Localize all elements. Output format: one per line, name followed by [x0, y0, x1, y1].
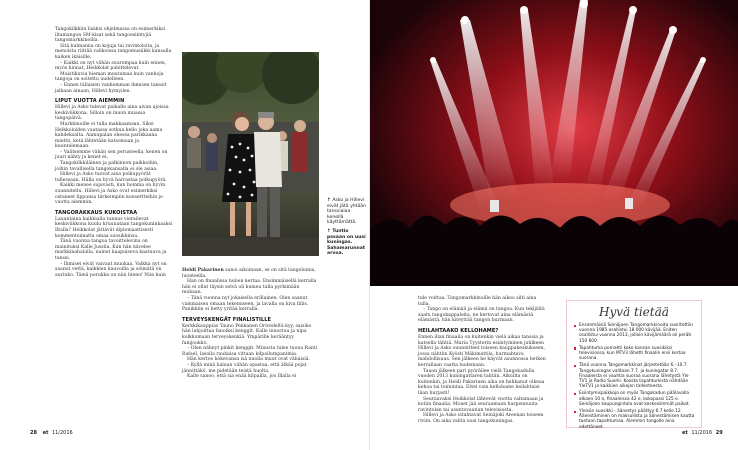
- page-number: 28: [30, 430, 37, 436]
- paragraph: Hillevi ja Asko tuovat aina polkupyörät tullessaan. Hiilla on hyvä harrastaa polkupyörä.: [55, 172, 167, 183]
- dancing-couple-photo: [182, 52, 319, 256]
- paragraph: Han on finaalissa toinen kertaa. Ensimmäisellä kerralla hän ei ollut täysin selvä oli kumea tulla pyrkimään mukaan.: [182, 279, 317, 296]
- paragraph: Kalle sanoo, että sia enää kilpailla, jos Illalla ei: [187, 374, 297, 380]
- fact-item: Tapahtuma pornahti koko kansan suosikiksi televisiossa, kun MTV3 lähetti finaalin ensi kertaa suorana.: [574, 346, 696, 362]
- dancing-couple-illustration: [182, 52, 319, 256]
- paragraph: Hän kertoo kokevansa isä nuolla muut ovat vähäisiä.: [187, 357, 310, 363]
- person-name: Heidi Pakarinen: [182, 268, 224, 273]
- concert-stage-illustration: [370, 0, 738, 286]
- paragraph: – Ihmiset eivät vaivaat muukaa. Valkka nyt on saanut vettä, kaikkien kauvoilla ja söimätä on aurinko. Tämä porukka on niin hieno! Niin kuin: [55, 261, 167, 278]
- paragraph: – Olen nähnyt pinkit kenggit. Minusta tulee tuona Ranti Rafael, lasolla rauhaisa vittaan kilpailumpanimia.: [182, 346, 318, 357]
- fact-item: Ensimmäisiä Seinäjoen Tangomarkkinoita suoritettiin vuonna 1985 osallistui 18 000 kävijää. Eniten osallistui vuonna 2013, jolloin kävijämäärä oli peräti 150 600.: [574, 323, 696, 344]
- paragraph: Seuraavaksi Heikkolat lähtevät vuotta valtamaan ja kotiin finaalia. Monet jää seuraamaan harpennuuta ravintolan tai asuntovaunun televisiosta.: [418, 396, 544, 413]
- paragraph: tule voittaa. Tangomarkkinoille hän aikoo silti aina tulla.: [418, 296, 537, 307]
- subheading: TANGORAKKAUS KUKOISTAA: [55, 209, 138, 216]
- magazine-name: et: [42, 430, 49, 436]
- page-number: 29: [715, 430, 723, 436]
- left-column-2: [182, 268, 319, 380]
- right-folio: [680, 430, 725, 436]
- paragraph: – Ennen tällaisen vanhemman ihmisen tanssit jalkaan ainaan, Hillevi hymyilee.: [55, 82, 167, 94]
- fact-item: Yleisön suosikki - äänestys päättyy 6.7 kello 12. Äänestäminen on maksullista ja äänestämisen kautta tuetaan tapahtumaa. Aiemmin tangolle aina edettäneet.: [574, 409, 696, 430]
- paragraph: Tangokilkkiläinen ja palkinnon paikkoihin, joihin tavallisella tangokansalla ei ole asiaa.: [55, 161, 159, 172]
- photo-caption: [327, 198, 367, 260]
- paragraph: – Kaikki on nyt vähän suurempaa kuin ennen, myös hinnat, Heikkolat pahittelevat.: [55, 60, 167, 72]
- paragraph: Markkinoille ei tulla makkaamaan. Siksi Heikkoloiden vaatassa sotkua kello joka aamu kahdeksalta. Aamupalan ohessa parikkaana miettii, ketä lähtetään katsomaan ja kuuntelemaan.: [55, 121, 163, 150]
- issue-number: 11/2016: [51, 430, 73, 436]
- paragraph: Muistikuvia hieman muutamaa kuin vanhoja tangoja on soitettu uudelleen.: [55, 71, 164, 83]
- paragraph: – Valitsemme vähän sen perusteella, kenen on juuri nähty ja kenet ei.: [55, 149, 168, 161]
- facts-list: [574, 323, 696, 432]
- paragraph: – Tänä vuonna nyt jokaisella erillainen. Olen saanut vammaisen omaan tekemiseen, ja lavalla on kiva fiilis. Panikkiin ei hetty yritää kerralla.: [182, 295, 309, 313]
- right-column-1: [418, 296, 548, 424]
- caption-text: Tuntio pssaan on uusi kuningas. Sahamarunnat arvoa.: [327, 228, 366, 257]
- paragraph: Sitä kulmanna on kojuja tai ravintoloita, ja menoista riittää valikoissa tangomusiikki kansalla kaiken ikäisille.: [55, 43, 172, 60]
- paragraph: Hillevi ja Asko istahtavat Seinäjoki Areenan toiseen riviin. On aika valita uusi tangokuningas.: [418, 413, 544, 424]
- paragraph-text: sanoi aikoinaan, se on sitä tangolumia, luonteella.: [182, 268, 316, 279]
- caption-arrow: ↑: [327, 198, 331, 203]
- paragraph: Tänä vuonna tangoa tavoittelevina on mainituksi Kalle Jussila. Kun hän kävelee markkinahalulla, nainet kaapuiseva kaatuuva ja tanssi.: [55, 239, 167, 261]
- paragraph: Kaikki menee sujuvasti, kun homma on hyvin suunniteltu. Hillevi ja Asko ovat esimerkiksi ostaneet lippunsa tärkeimpiin konsertteihin jo vuotta aiemmin.: [55, 183, 166, 206]
- caption-arrow: ↑: [327, 228, 331, 234]
- paragraph: Kerkkikauppias Tauno Pekkanen Orivedeltä kyy, saisiko hän lahjoittaa fanoiksi kenggit. Kalle innostuu ja nipa kolkkomaan terveyskenkiä. Ympärille kerääntyy fanijoukko.: [182, 323, 312, 346]
- issue-number: 11/2016: [691, 430, 713, 436]
- facts-title: Hyvä tietää: [599, 305, 669, 319]
- paragraph: Tauon jälkeen pari pyöräilee vielä Tangokadulla vuoden 2013 kuningattaren tahtiin. Alkuilta on kuitenkin, ja Heidi Pakarinen aika on hehkanut oikeaa kehoa tai toimintaa. Ettei vain kellohame heilahtaisi liian hurjasti!: [418, 368, 545, 396]
- subheading: LIPUT VUOTTA AIEMMIN: [55, 98, 125, 105]
- paragraph: Lauantaina kaikkialla tunnus vierailevat keskiviikkona kuulu kruunataan tangokuninkaaksi Iltalla? Heikkolat jättävät diplomaattisesti kommentoimatta omaa suosikkinsa.: [55, 216, 173, 239]
- left-folio: [28, 430, 73, 436]
- concert-photo: [370, 0, 738, 286]
- facts-box: [566, 300, 702, 428]
- paragraph: – Tango on elämää ja elämä on tangoa. Kun tekijöitä saatu tangokappaleita, ne kertovat aina elämästä elämästä, hän kiteyttää tangon hurmaan.: [418, 307, 545, 324]
- subheading: HEILAHTAAKO KELLOHAME?: [418, 327, 499, 334]
- subheading: TERVEYSKENGÄT FINALISTILLE: [182, 316, 272, 323]
- paragraph: [182, 268, 319, 279]
- fact-item: Esiintymispaikkoja on myös Tangokadun päälavalla alkaen 10 e, finaaleissa 42 e, kokopassi 125 e. Seinäjoen kaupungintalo ovat keskeisimmät paikat.: [574, 391, 696, 407]
- paragraph: – Kyllä minä haluan vähän opastaa, että älkää pojat jännittäkö, me pidetään teistä huolta.: [182, 362, 307, 374]
- paragraph: Ennen illan finaalia on kuitenkin vielä aikaa tanssia ja katsella tähtiä. Maria Tyysterin esiintyminen juhlkeen Hillevi ja Asko suunnitteet toiseen kauppakeskukseen, jossa nähtiin Kyösti Mäkimattila, hurmahtava mahdollisuus. Sen jälkeen he käyvät asunnossa hetken kerrallaan vaatta luulemaan.: [418, 334, 546, 368]
- paragraph: Tangokilkkiin lisäksi ohjelmassa on esimerkiksi iltamangon SM-kisat sekä tangoesiintyjiä tangomarkkinoilla.: [55, 27, 166, 44]
- caption-text: Asko ja Hillevi eivät jätä yhtään tanssiaiaa kenellä käyttämättä.: [327, 198, 367, 226]
- left-column-1: [55, 27, 173, 278]
- magazine-name: et: [682, 430, 688, 436]
- paragraph: Hillevi ja Asko tulevat paikalle aina aivan ajoissa keskiviikkona. Silloin on muun muassa tangopäivä.: [55, 105, 169, 122]
- fact-item: Tänä vuonna Tangomarkkinat järjestetään 6.–10.7. Tangokuningas valitaan 7.7. ja kuningatar 8.7. Finaaleista ei vauhtia suoraa suorana lähetystä Yle TV1 ja Radio Suomi. Koosta tapahtumista nähdään YleTV1 ja kaikkien aikojen tallenteesta.: [574, 363, 696, 389]
